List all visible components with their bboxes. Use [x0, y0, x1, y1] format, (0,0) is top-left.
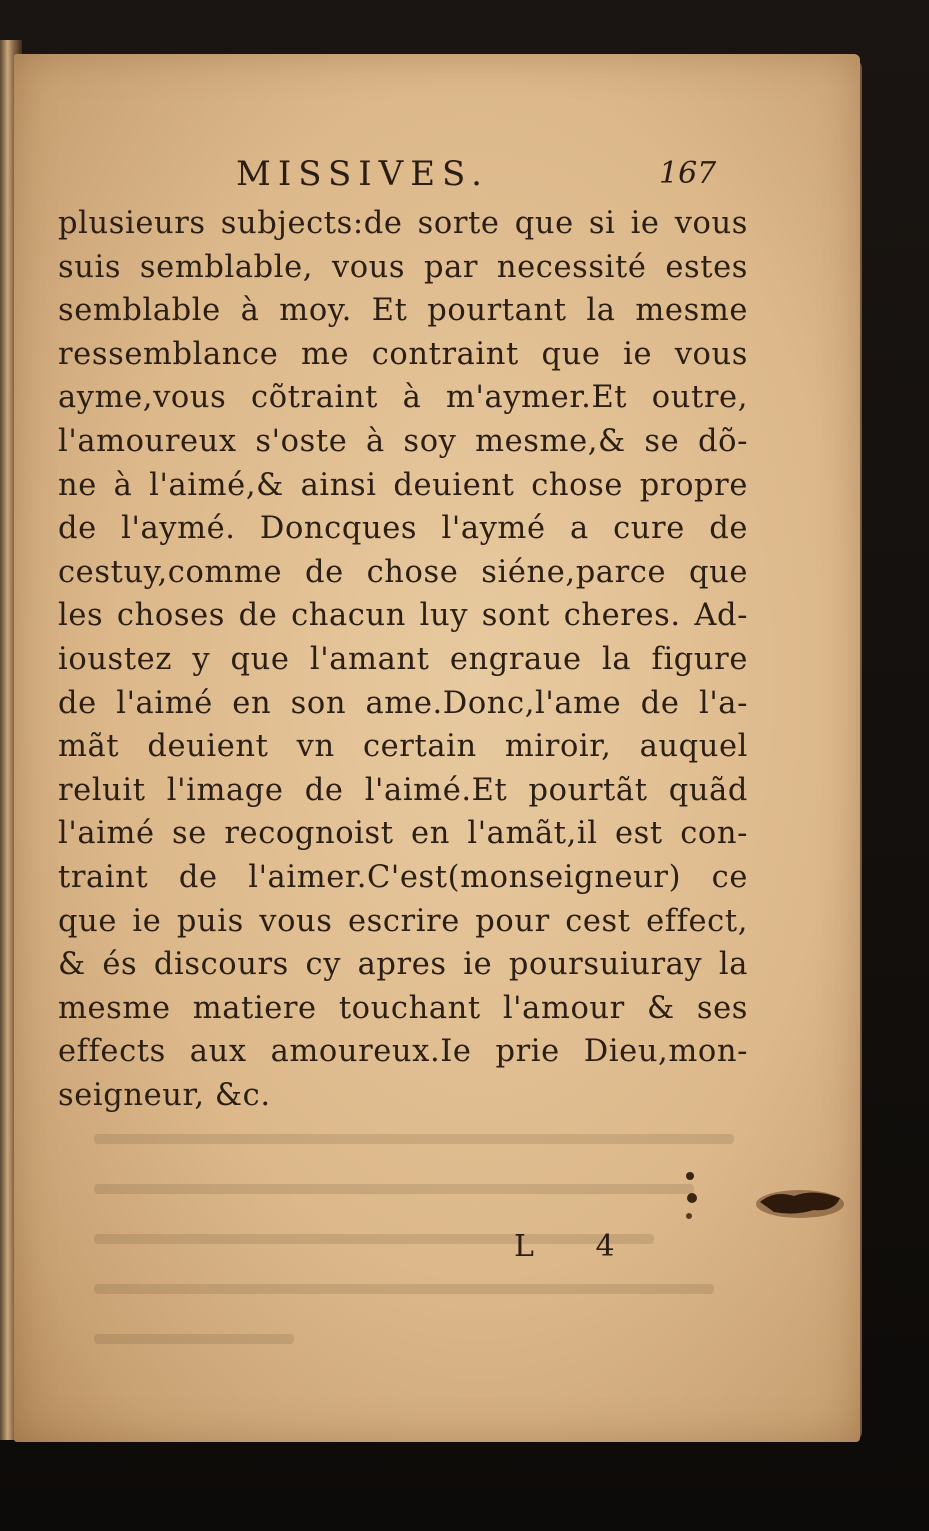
- ink-spots: [682, 1166, 702, 1226]
- text-line: de l'aimé en son ame.Donc,l'ame de l'a-: [58, 685, 748, 721]
- text-line: de l'aymé. Doncques l'aymé a cure de: [58, 511, 748, 547]
- text-line: ioustez y que l'amant engraue la figure: [58, 641, 748, 677]
- text-line: ayme,vous cõtraint à m'aymer.Et outre,: [58, 380, 748, 416]
- text-line: plusieurs subjects:de sorte que si ie vous: [58, 206, 748, 241]
- body-text: [58, 202, 748, 1117]
- text-line: semblable à moy. Et pourtant la mesme: [58, 293, 748, 329]
- running-head-title: MISSIVES.: [236, 154, 489, 194]
- signature-mark: L 4: [514, 1229, 641, 1264]
- text-line: traint de l'aimer.C'est(monseigneur) ce: [58, 859, 748, 895]
- text-line: mesme matiere touchant l'amour & ses: [58, 990, 748, 1026]
- text-line: seigneur, &c.: [58, 1077, 271, 1113]
- text-line: l'aimé se recognoist en l'amãt,il est con-: [58, 816, 748, 852]
- text-line: mãt deuient vn certain miroir, auquel: [58, 729, 748, 765]
- text-line: l'amoureux s'oste à soy mesme,& se dõ-: [58, 423, 748, 459]
- text-line: suis semblable, vous par necessité estes: [58, 249, 748, 285]
- text-line: que ie puis vous escrire pour cest effect,: [58, 903, 748, 939]
- text-line: ne à l'aimé,& ainsi deuient chose propre: [58, 467, 748, 503]
- text-line: ressemblance me contraint que ie vous: [58, 336, 748, 372]
- bleed-through-text: [84, 1114, 784, 1374]
- book-page: [14, 54, 860, 1442]
- page-number: 167: [659, 156, 717, 191]
- text-line: reluit l'image de l'aimé.Et pourtãt quãd: [58, 772, 748, 808]
- text-line: les choses de chacun luy sont cheres. Ad-: [58, 598, 748, 634]
- text-line: effects aux amoureux.Ie prie Dieu,mon-: [58, 1034, 748, 1070]
- text-line: & és discours cy apres ie poursuiuray la: [58, 947, 748, 983]
- ink-blot-stain: [754, 1182, 846, 1224]
- text-line: cestuy,comme de chose siéne,parce que: [58, 554, 748, 590]
